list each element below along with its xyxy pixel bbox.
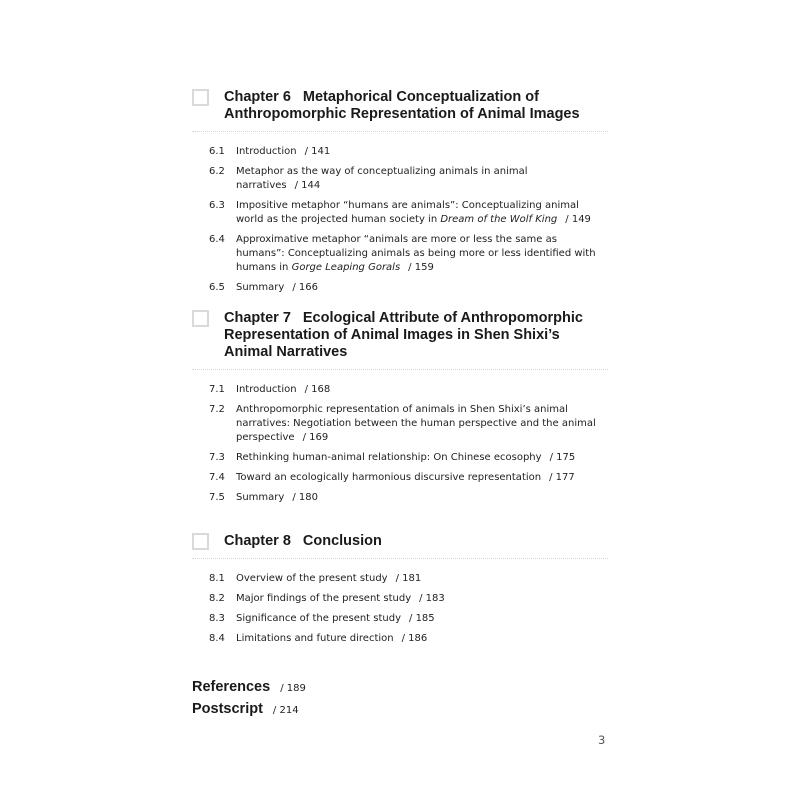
page-number: 3 <box>598 733 606 747</box>
section-title: Approximative metaphor “animals are more or less the same as humans”: Conceptualizing animals as being more or less identified with humans in <box>236 234 596 273</box>
section-number: 8.4 <box>209 633 225 644</box>
toc-entry[interactable] <box>192 383 608 397</box>
chapter-6 <box>192 89 608 301</box>
section-list <box>192 572 608 646</box>
section-title: Overview of the present study <box>236 573 388 584</box>
toc-entry[interactable] <box>192 451 608 465</box>
chapter-square-icon <box>192 89 209 106</box>
toc-entry[interactable] <box>192 592 608 606</box>
toc-entry[interactable] <box>192 281 608 295</box>
section-number: 6.5 <box>209 282 225 293</box>
toc-entry[interactable] <box>192 491 608 505</box>
chapter-title-text: Metaphorical Conceptualization of Anthropomorphic Representation of Animal Images <box>224 89 580 122</box>
section-italic-title: Dream of the Wolf King <box>440 214 558 225</box>
section-list <box>192 145 608 295</box>
chapter-title-text: Conclusion <box>302 533 382 549</box>
section-number: 7.3 <box>209 452 225 463</box>
section-number: 6.2 <box>209 166 225 177</box>
section-title: Toward an ecologically harmonious discursive representation <box>236 472 542 483</box>
back-matter-references[interactable] <box>192 676 306 695</box>
chapter-heading <box>192 89 608 132</box>
section-page: / 168 <box>304 384 331 395</box>
chapter-number: Chapter 6 <box>224 89 291 105</box>
chapter-title[interactable] <box>224 533 608 550</box>
toc-entry[interactable] <box>192 403 608 445</box>
section-number: 8.3 <box>209 613 225 624</box>
references-page: / 189 <box>280 683 306 694</box>
section-page: / 181 <box>395 573 422 584</box>
section-page: / 141 <box>304 146 331 157</box>
section-title: Summary <box>236 282 285 293</box>
chapter-square-icon <box>192 310 209 327</box>
section-title: Introduction <box>236 384 297 395</box>
toc-entry[interactable] <box>192 165 608 193</box>
section-title: Anthropomorphic representation of animals in Shen Shixi’s animal narratives: Negotiation between the human perspective and the animal perspective <box>236 404 596 443</box>
toc-entry[interactable] <box>192 572 608 586</box>
section-title: Significance of the present study <box>236 613 402 624</box>
toc-entry[interactable] <box>192 471 608 485</box>
postscript-title: Postscript <box>192 701 263 717</box>
toc-entry[interactable] <box>192 612 608 626</box>
section-title: Summary <box>236 492 285 503</box>
section-title: Introduction <box>236 146 297 157</box>
section-page: / 169 <box>302 432 329 443</box>
toc-entry[interactable] <box>192 199 608 227</box>
section-number: 6.1 <box>209 146 225 157</box>
chapter-title[interactable] <box>224 310 608 361</box>
toc-entry[interactable] <box>192 233 608 275</box>
section-page: / 166 <box>292 282 318 293</box>
section-number: 7.1 <box>209 384 225 395</box>
section-number: 7.4 <box>209 472 225 483</box>
section-number: 7.5 <box>209 492 225 503</box>
chapter-heading <box>192 533 608 559</box>
section-title: Limitations and future direction <box>236 633 394 644</box>
section-number: 6.3 <box>209 200 225 211</box>
chapter-7 <box>192 310 608 511</box>
postscript-page: / 214 <box>272 705 299 716</box>
chapter-title[interactable] <box>224 89 608 123</box>
section-page: / 175 <box>549 452 576 463</box>
section-number: 8.1 <box>209 573 225 584</box>
chapter-square-icon <box>192 533 209 550</box>
section-page: / 149 <box>565 214 591 225</box>
chapter-number: Chapter 7 <box>224 310 291 326</box>
section-title: Impositive metaphor “humans are animals”: Conceptualizing animal world as the projected human society in <box>236 200 579 225</box>
section-number: 8.2 <box>209 593 225 604</box>
chapter-heading <box>192 310 608 370</box>
section-page: / 185 <box>409 613 435 624</box>
back-matter-postscript[interactable] <box>192 698 299 717</box>
chapter-number: Chapter 8 <box>224 533 291 549</box>
section-italic-title: Gorge Leaping Gorals <box>291 262 401 273</box>
section-title: Rethinking human-animal relationship: On Chinese ecosophy <box>236 452 542 463</box>
section-title: Metaphor as the way of conceptualizing animals in animal narratives <box>236 166 528 191</box>
section-title: Major findings of the present study <box>236 593 412 604</box>
section-page: / 183 <box>419 593 445 604</box>
toc-entry[interactable] <box>192 145 608 159</box>
section-list <box>192 383 608 505</box>
references-title: References <box>192 679 271 695</box>
section-page: / 144 <box>294 180 321 191</box>
section-page: / 177 <box>549 472 575 483</box>
section-page: / 180 <box>292 492 318 503</box>
toc-entry[interactable] <box>192 632 608 646</box>
section-number: 6.4 <box>209 234 225 245</box>
section-number: 7.2 <box>209 404 225 415</box>
chapter-title-text: Ecological Attribute of Anthropomorphic Representation of Animal Images in Shen Shixi’s Animal Narratives <box>224 310 583 360</box>
section-page: / 159 <box>408 262 434 273</box>
section-page: / 186 <box>401 633 428 644</box>
chapter-8 <box>192 533 608 652</box>
